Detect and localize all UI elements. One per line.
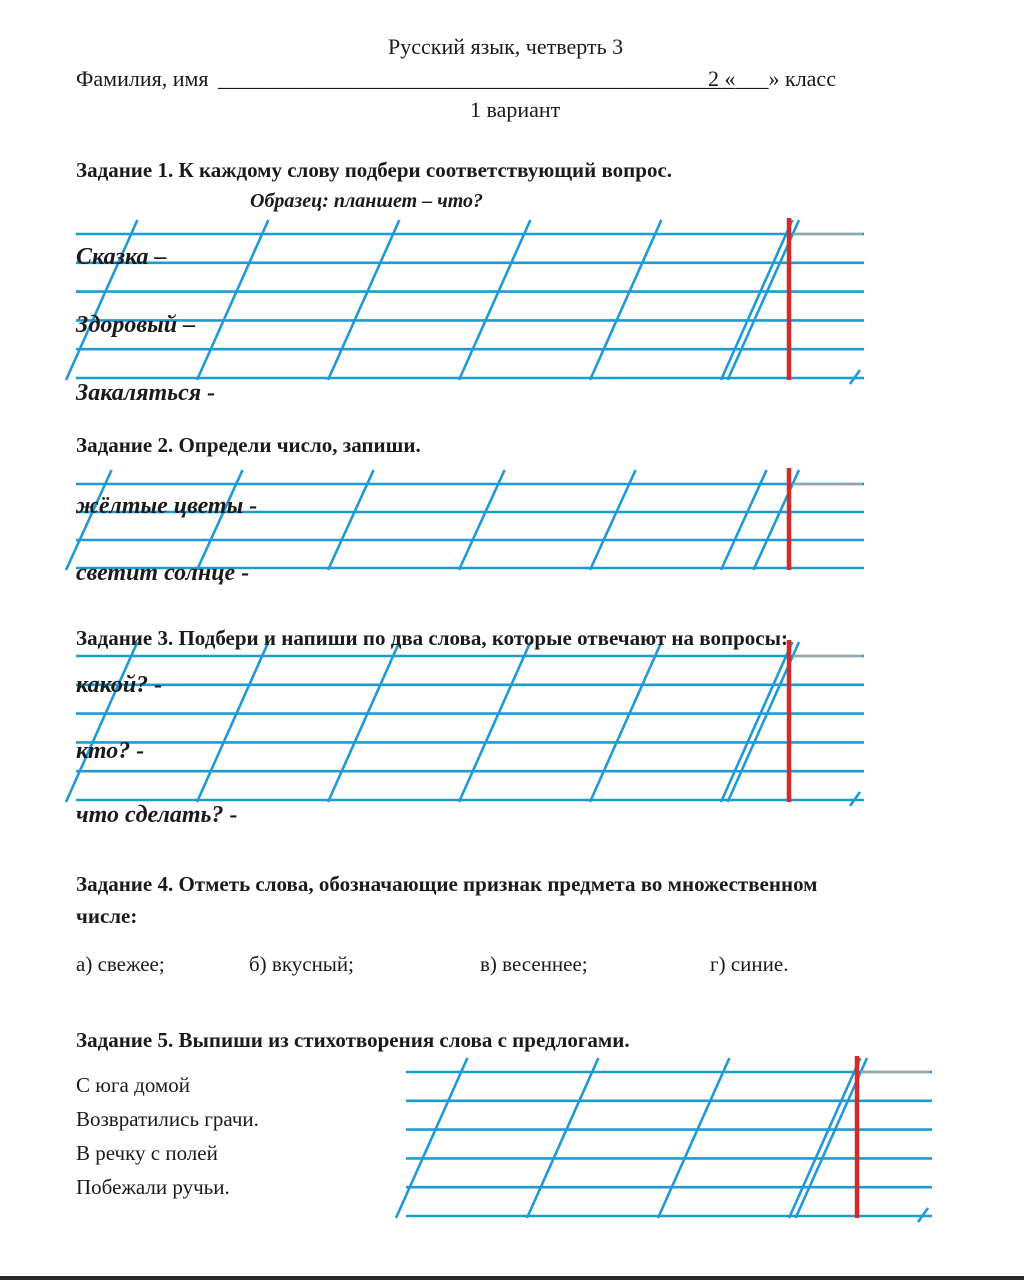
task3-word-2: кто? - <box>76 738 145 764</box>
task1-sample: Образец: планшет – что? <box>250 190 483 212</box>
task1-word-3: Закаляться - <box>76 380 216 406</box>
task5-ruled-area[interactable] <box>406 1056 932 1222</box>
task2-title: Задание 2. Определи число, запиши. <box>76 433 421 457</box>
task2-ruled-area[interactable] <box>76 468 864 574</box>
slant-line <box>197 220 268 380</box>
task3-ruled-area[interactable] <box>76 640 864 806</box>
task3-title: Задание 3. Подбери и напиши по два слова, которые отвечают на вопросы: <box>76 626 788 650</box>
task4-title-line1: Задание 4. Отметь слова, обозначающие признак предмета во множественном <box>76 872 818 896</box>
variant-label: 1 вариант <box>470 97 561 122</box>
task2-word-2: светит солнце - <box>76 560 250 586</box>
task1-word-1: Сказка – <box>76 244 167 270</box>
task4-option-a[interactable]: а) свежее; <box>76 952 165 976</box>
slant-line <box>527 1058 598 1218</box>
poem-line-3: В речку с полей <box>76 1141 218 1165</box>
task4-title-line2: числе: <box>76 904 138 928</box>
task4-option-d[interactable]: г) синие. <box>710 952 789 976</box>
task4-option-b[interactable]: б) вкусный; <box>249 952 354 976</box>
poem-line-4: Побежали ручьи. <box>76 1175 230 1199</box>
page-bottom-border <box>0 1276 1024 1280</box>
task3-word-3: что сделать? - <box>76 802 238 828</box>
worksheet-title: Русский язык, четверть 3 <box>388 34 624 59</box>
name-blank[interactable]: _______________________________________________ <box>218 66 735 91</box>
poem-line-2: Возвратились грачи. <box>76 1107 259 1131</box>
slant-line <box>328 220 399 380</box>
task5-title: Задание 5. Выпиши из стихотворения слова с предлогами. <box>76 1028 630 1052</box>
class-label: 2 «___» класс <box>708 66 836 91</box>
slant-line <box>459 642 530 802</box>
slant-line <box>459 220 530 380</box>
poem-line-1: С юга домой <box>76 1073 190 1097</box>
slant-line <box>658 1058 729 1218</box>
task1-title: Задание 1. К каждому слову подбери соответствующий вопрос. <box>76 158 673 182</box>
slant-line <box>66 642 137 802</box>
slant-line <box>590 220 661 380</box>
task4-option-c[interactable]: в) весеннее; <box>480 952 588 976</box>
slant-line <box>590 642 661 802</box>
task3-word-1: какой? - <box>76 672 163 698</box>
slant-line <box>396 1058 467 1218</box>
slant-line <box>197 642 268 802</box>
slant-line <box>328 642 399 802</box>
task1-word-2: Здоровый – <box>76 312 196 338</box>
name-label: Фамилия, имя <box>76 66 209 91</box>
slant-line <box>721 642 792 802</box>
task1-ruled-area[interactable] <box>76 218 864 384</box>
slant-line <box>721 220 792 380</box>
task2-word-1: жёлтые цветы - <box>76 493 258 519</box>
slant-line <box>789 1058 860 1218</box>
